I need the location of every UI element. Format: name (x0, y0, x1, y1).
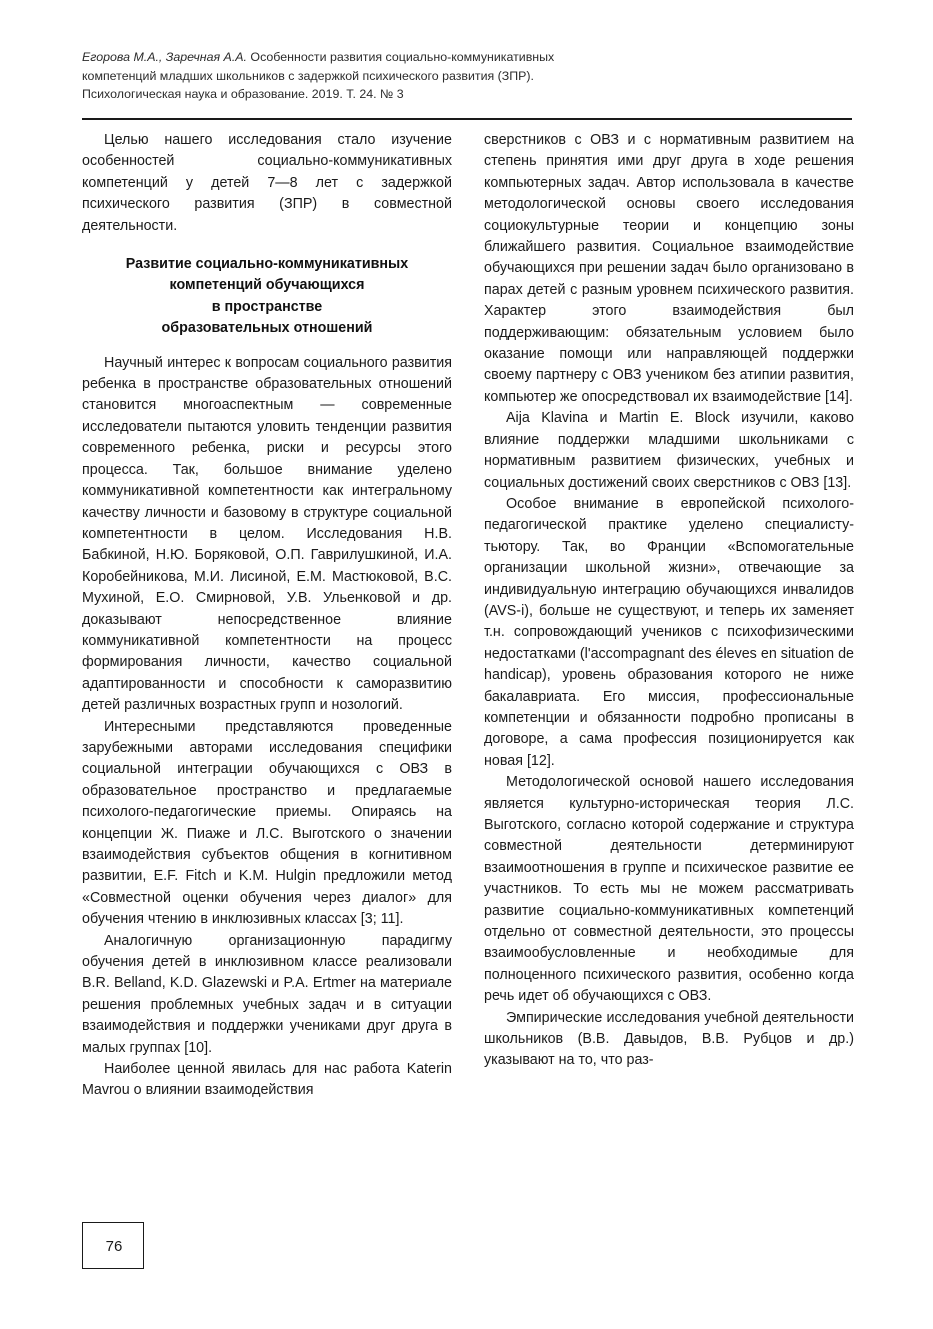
header-line-2: компетенций младших школьников с задержкой психического развития (ЗПР). (82, 68, 534, 83)
subheading-line: Развитие социально-коммуникативных (125, 256, 409, 273)
running-header (82, 48, 852, 104)
page-number: 76 (105, 1238, 123, 1255)
subheading-line: образовательных отношений (161, 320, 373, 337)
header-divider (82, 118, 852, 120)
paragraph: Aija Klavina и Martin E. Block изучили, каково влияние поддержки младшими школьниками с нормативным развитием физических, учебных и социальных достижений своих сверстников с ОВЗ [13]. (484, 410, 854, 491)
paragraph: Целью нашего исследования стало изучение особенностей социально-коммуникативных компетенций у детей 7—8 лет с задержкой психического развития (ЗПР) в совместной деятельности. (82, 132, 452, 234)
right-column (484, 130, 854, 1102)
left-column (82, 130, 452, 1102)
header-authors: Егорова М.А., Заречная А.А. (82, 50, 247, 64)
paragraph: сверстников с ОВЗ и с нормативным развитием на степень принятия ими друг друга в ходе решения компьютерных задач. Автор использовала в качестве методологической основы своего исследования социокультурные теории и концепцию зоны ближайшего развития. Социальное взаимодействие обучающихся при решении задач было организовано в парах детей с разным уровнем психического развития. Характер этого взаимодействия был поддерживающим: обязательным условием было оказание помощи или направляющей поддержки своему партнеру с ОВЗ учеником без атипии развития, компьютер же опосредствовал их взаимодействие [14]. (484, 132, 854, 405)
paragraph: Методологической основой нашего исследования является культурно-историческая теория Л.С. Выготского, согласно которой содержание и структура совместной деятельности детерминируют взаимоотношения в группе и психическое развитие ее участников. То есть мы не можем рассматривать развитие социально-коммуникативных компетенций отдельно от совместной деятельности, это процессы взаимообусловленные и необходимые для полноценного психического развития, особенно когда речь идет об обучающихся с ОВЗ. (484, 774, 854, 1005)
subheading-line: компетенций обучающихся (169, 277, 365, 294)
page-number-box (82, 1222, 144, 1269)
paragraph: Наиболее ценной явилась для нас работа Katerin Mavrou о влиянии взаимодействия (82, 1061, 452, 1099)
section-subheading (82, 254, 452, 340)
header-line-1 (82, 48, 852, 67)
two-column-body (82, 130, 854, 1102)
header-title-part: Особенности развития социально-коммуникативных (246, 50, 555, 64)
subheading-line: в пространстве (211, 298, 323, 315)
paragraph: Особое внимание в европейской психолого-педагогической практике уделено специалисту-тьютору. Так, во Франции «Вспомогательные организации школьной жизни», отвечающие за индивидуальную интеграцию обучающихся инвалидов (AVS-i), больше не существуют, и теперь их заменяет т.н. сопровождающий учеников с психофизическими недостатками (l'accompagnant des éleves en situation de handicap), уровень образования которого не ниже бакалавриата. Его миссия, профессиональные компетенции и обязанности подробно прописаны в договоре, а сама профессия позиционируется как новая [12]. (484, 495, 854, 769)
paragraph: Интересными представляются проведенные зарубежными авторами исследования специфики социальной интеграции обучающихся с ОВЗ в образовательное пространство и предлагаемые психолого-педагогические приемы. Опираясь на концепции Ж. Пиаже и Л.С. Выготского о значении взаимодействия субъектов общения в когнитивном развитии, E.F. Fitch и K.M. Hulgin предложили метод «Совместной оценки обучения через диалог» для обучения чтению в инклюзивных классах [3; 11]. (82, 718, 452, 928)
paragraph: Аналогичную организационную парадигму обучения детей в инклюзивном классе реализовали B.R. Belland, K.D. Glazewski и P.A. Ertmer на материале решения проблемных учебных задач и в ситуации взаимодействия и поддержки учениками друг друга в малых группах [10]. (82, 932, 452, 1056)
paragraph: Эмпирические исследования учебной деятельности школьников (В.В. Давыдов, В.В. Рубцов и др.) указывают на то, что раз- (484, 1009, 854, 1069)
paragraph: Научный интерес к вопросам социального развития ребенка в пространстве образовательных отношений становится многоаспектным — современные исследователи пытаются уловить тенденции развития современного ребенка, риски и ресурсы этого процесса. Так, большое внимание уделено коммуникативной компетентности как интегральному качеству личности и базовому в структуре социальной компетентности в целом. Исследования Н.В. Бабкиной, Н.Ю. Боряковой, О.П. Гаврилушкиной, И.А. Коробейникова, М.И. Лисиной, Е.М. Мастюковой, В.С. Мухиной, Е.О. Смирновой, У.В. Ульенковой и др. доказывают непосредственное влияние коммуникативной компетентности на процесс формирования личности, качество социальной адаптированности и способности к саморазвитию детей различных возрастных групп и нозологий. (82, 354, 452, 714)
header-line-3: Психологическая наука и образование. 2019. Т. 24. № 3 (82, 87, 404, 101)
